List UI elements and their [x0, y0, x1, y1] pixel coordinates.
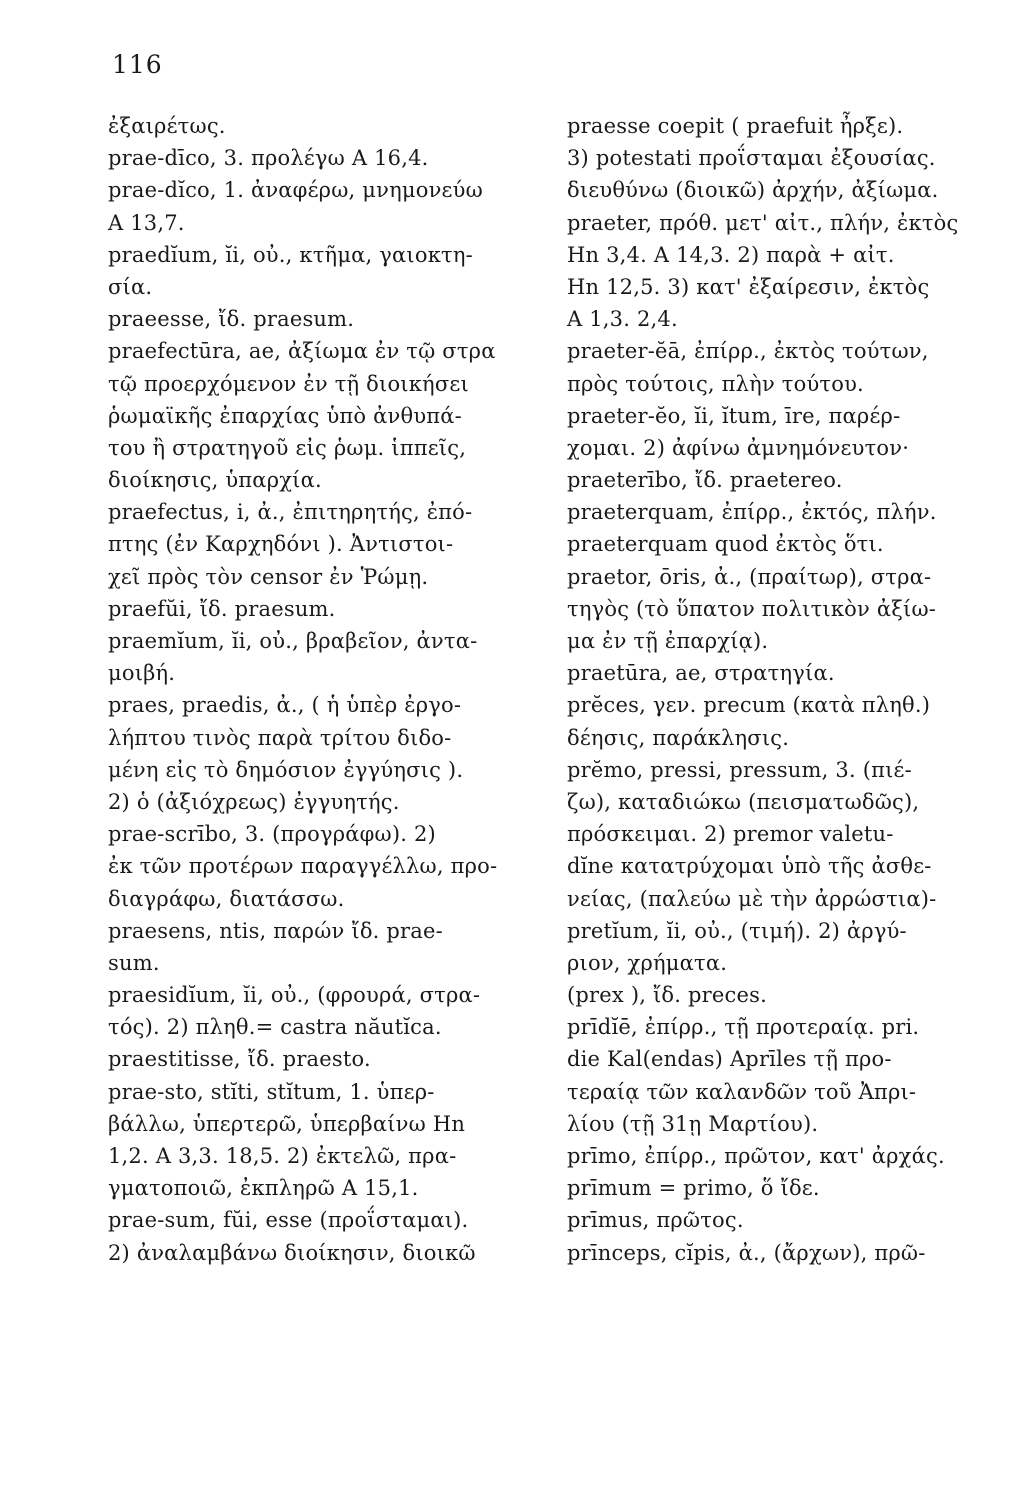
entry-line: prīdĭē, ἐπίρρ., τῇ προτεραίᾳ. pri.	[567, 1015, 920, 1040]
entry-line: praeterquam quod ἐκτὸς ὅτι.	[567, 532, 884, 557]
entry-line: 3) potestati προΐσταμαι ἐξουσίας.	[567, 146, 936, 171]
page-number: 116	[112, 50, 163, 79]
entry-line: λίου (τῇ 31ῃ Μαρτίου).	[567, 1111, 819, 1136]
entry-line: ἐξαιρέτως.	[108, 114, 226, 138]
entry-line: νείας, (παλεύω μὲ τὴν ἀρρώστια)-	[567, 886, 937, 911]
entry-line: 2) ἀναλαμβάνω διοίκησιν, διοικῶ	[108, 1240, 476, 1265]
entry-line: praeter-ĕā, ἐπίρρ., ἐκτὸς τούτων,	[567, 339, 929, 364]
entry-line: βάλλω, ὑπερτερῶ, ὑπερβαίνω Ηn	[108, 1111, 466, 1136]
entry-line: ζω), καταδιώκω (πεισματωδῶς),	[567, 789, 920, 814]
entry-line: praeter, πρόθ. μετ' αἰτ., πλήν, ἐκτὸς	[567, 210, 959, 235]
entry-line: τηγὸς (τὸ ὕπατον πολιτικὸν ἀξίω-	[567, 596, 937, 621]
entry-line: πρὸς τούτοις, πλὴν τούτου.	[567, 371, 864, 396]
entry-line: Ηn 3,4. Α 14,3. 2) παρὰ + αἰτ.	[567, 242, 895, 267]
entry-line: χομαι. 2) ἀφίνω ἀμνημόνευτον·	[567, 435, 910, 460]
entry-line: μοιβή.	[108, 661, 176, 686]
entry-line: λήπτου τινὸς παρὰ τρίτου διδο-	[108, 725, 452, 750]
entry-line: praes, praedis, ἀ., ( ἡ ὑπὲρ ἐργο-	[108, 693, 462, 718]
entry-line: χεῖ πρὸς τὸν censor ἐν Ῥώμῃ.	[108, 564, 429, 589]
left-column	[108, 110, 548, 1269]
entry-line: prae-dīco, 3. προλέγω Α 16,4.	[108, 146, 429, 171]
entry-line: praedĭum, ĭi, οὐ., κτῆμα, γαιοκτη-	[108, 242, 473, 267]
entry-line: prīmo, ἐπίρρ., πρῶτον, κατ' ἀρχάς.	[567, 1144, 945, 1168]
right-column	[567, 110, 1007, 1269]
entry-line: prīnceps, cĭpis, ἀ., (ἄρχων), πρῶ-	[567, 1240, 926, 1265]
entry-line: praefectūra, ae, ἀξίωμα ἐν τῷ στρα	[108, 339, 496, 364]
entry-line: τός). 2) πληθ.= castra năutĭca.	[108, 1015, 442, 1040]
entry-line: praeter-ĕo, ĭi, ĭtum, īre, παρέρ-	[567, 403, 901, 428]
entry-line: dĭne κατατρύχομαι ὑπὸ τῆς ἀσθε-	[567, 854, 932, 879]
entry-line: (prex ), ἴδ. preces.	[567, 983, 767, 1008]
entry-line: του ἢ στρατηγοῦ εἰς ῥωμ. ἱππεῖς,	[108, 435, 467, 460]
entry-line: sum.	[108, 950, 160, 975]
entry-line: die Kal(endas) Aprīles τῇ προ-	[567, 1047, 892, 1072]
entry-line: γματοποιῶ, ἐκπληρῶ Α 15,1.	[108, 1176, 419, 1201]
entry-line: prīmum = primo, ὅ ἴδε.	[567, 1176, 820, 1201]
entry-line: prae-dĭco, 1. ἀναφέρω, μνημονεύω	[108, 178, 483, 203]
entry-line: τεραίᾳ τῶν καλανδῶν τοῦ Ἀπρι-	[567, 1079, 917, 1104]
entry-line: prīmus, πρῶτος.	[567, 1208, 744, 1233]
entry-line: πρόσκειμαι. 2) premor valetu-	[567, 822, 894, 847]
entry-line: διευθύνω (διοικῶ) ἀρχήν, ἀξίωμα.	[567, 178, 939, 203]
entry-line: Α 13,7.	[108, 210, 185, 235]
entry-line: praetor, ōris, ἀ., (πραίτωρ), στρα-	[567, 564, 932, 589]
entry-line: praesidĭum, ĭi, οὐ., (φρουρά, στρα-	[108, 983, 481, 1008]
entry-line: prĕmo, pressi, pressum, 3. (πιέ-	[567, 757, 912, 782]
entry-line: praeterquam, ἐπίρρ., ἐκτός, πλήν.	[567, 500, 937, 525]
entry-line: praemĭum, ĭi, οὐ., βραβεῖον, ἀντα-	[108, 629, 478, 653]
entry-line: ῥωμαϊκῆς ἐπαρχίας ὑπὸ ἀνθυπά-	[108, 403, 462, 428]
entry-line: Ηn 12,5. 3) κατ' ἐξαίρεσιν, ἐκτὸς	[567, 274, 930, 299]
entry-line: praeesse, ἴδ. praesum.	[108, 307, 355, 332]
entry-line: praesens, ntis, παρών ἴδ. prae-	[108, 918, 443, 943]
entry-line: praefectus, i, ἀ., ἐπιτηρητής, ἐπό-	[108, 500, 473, 525]
entry-line: μένη εἰς τὸ δημόσιον ἐγγύησις ).	[108, 757, 464, 782]
entry-line: δέησις, παράκλησις.	[567, 725, 790, 750]
entry-line: praefŭi, ἴδ. praesum.	[108, 596, 336, 621]
entry-line: praesse coepit ( praefuit ἦρξε).	[567, 114, 904, 138]
entry-line: praeterībo, ἴδ. praetereo.	[567, 468, 843, 493]
entry-line: ἐκ τῶν προτέρων παραγγέλλω, προ-	[108, 854, 498, 879]
entry-line: πτης (ἐν Καρχηδόνι ). Ἀντιστοι-	[108, 532, 454, 557]
entry-line: τῷ προερχόμενον ἐν τῇ διοικήσει	[108, 371, 469, 396]
entry-line: διοίκησις, ὑπαρχία.	[108, 468, 322, 493]
entry-line: pretĭum, ĭi, οὐ., (τιμή). 2) ἀργύ-	[567, 918, 907, 943]
entry-line: διαγράφω, διατάσσω.	[108, 886, 345, 911]
entry-line: μα ἐν τῇ ἐπαρχίᾳ).	[567, 629, 769, 653]
entry-line: Α 1,3. 2,4.	[567, 307, 678, 332]
entry-line: 1,2. Α 3,3. 18,5. 2) ἐκτελῶ, πρα-	[108, 1144, 457, 1168]
entry-line: σία.	[108, 274, 153, 299]
entry-line: prae-scrībo, 3. (προγράφω). 2)	[108, 822, 436, 847]
entry-line: 2) ὁ (ἀξιόχρεως) ἐγγυητής.	[108, 789, 400, 814]
entry-line: prae-sto, stĭti, stĭtum, 1. ὑπερ-	[108, 1079, 435, 1104]
entry-line: praetūra, ae, στρατηγία.	[567, 661, 835, 686]
entry-line: prĕces, γεν. precum (κατὰ πληθ.)	[567, 693, 931, 718]
entry-line: ριον, χρήματα.	[567, 950, 728, 975]
entry-line: praestitisse, ἴδ. praesto.	[108, 1047, 371, 1072]
entry-line: prae-sum, fŭi, esse (προΐσταμαι).	[108, 1208, 469, 1233]
